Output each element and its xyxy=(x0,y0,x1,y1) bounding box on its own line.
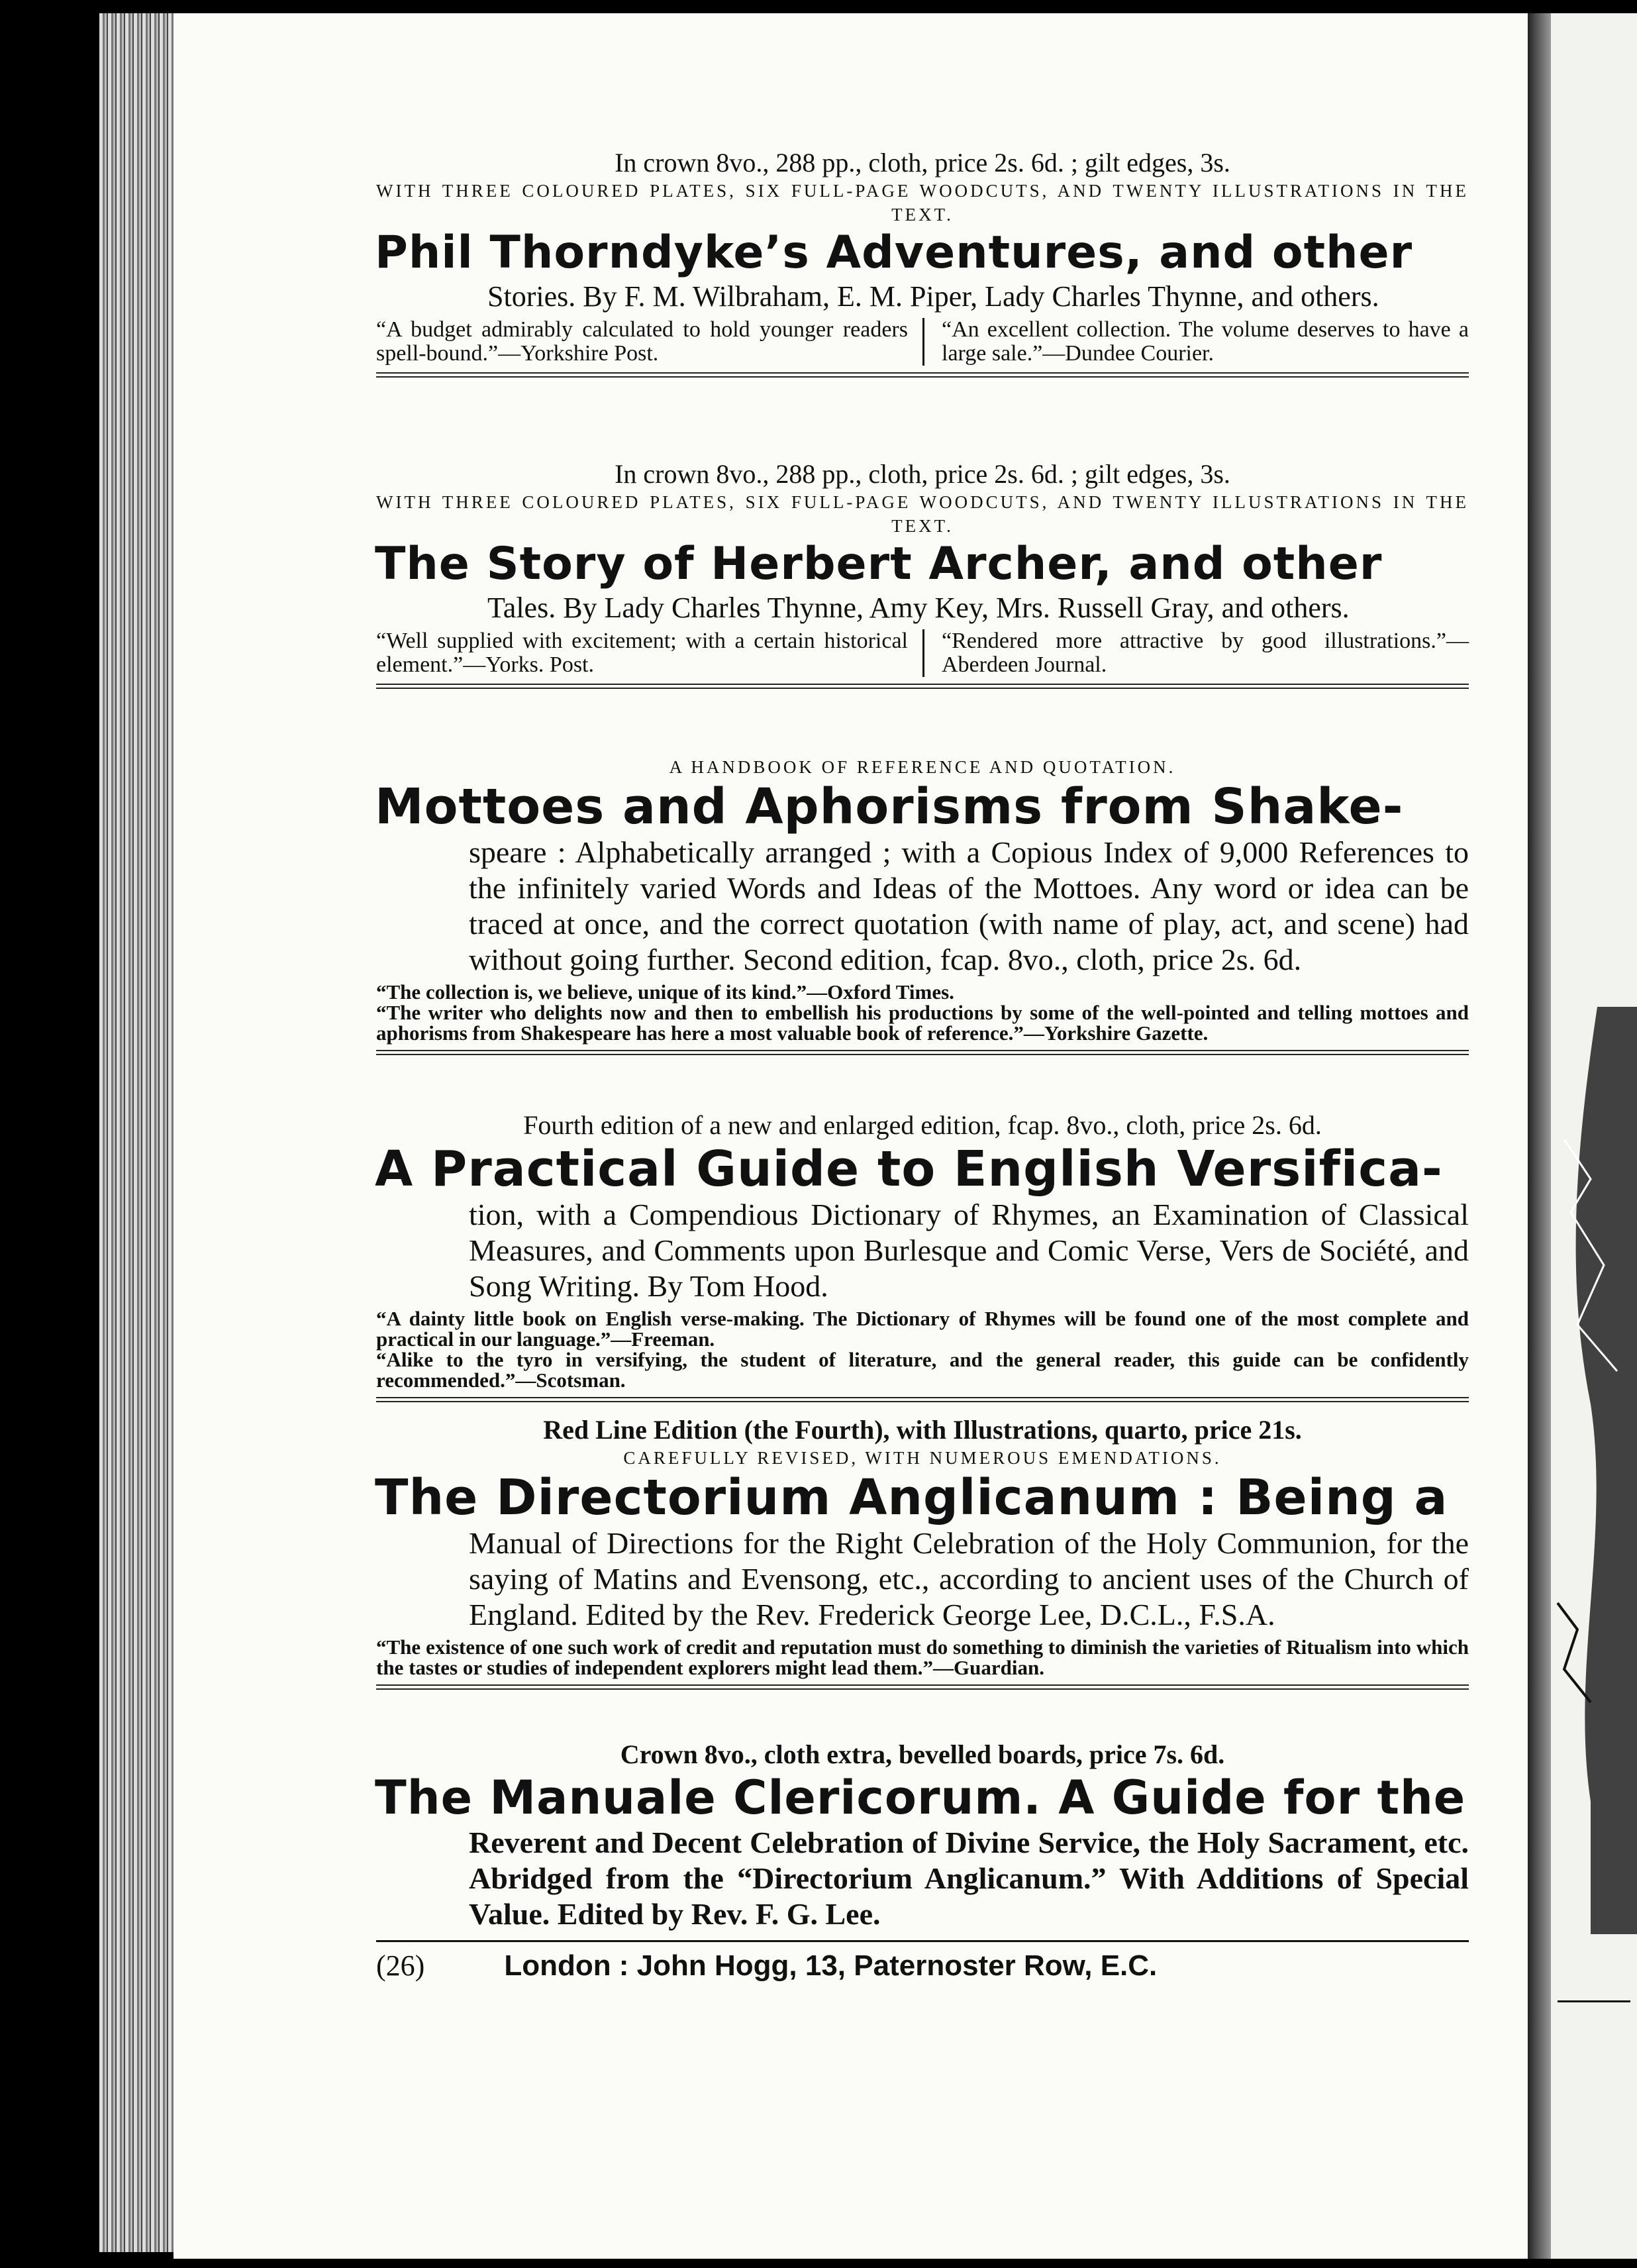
review-quote: “Alike to the tyro in versifying, the student of literature, and the general reader, this guide can be confidently recommended.”—Scotsman. xyxy=(376,1348,1469,1392)
illustrations-note: WITH THREE COLOURED PLATES, SIX FULL-PAGE WOODCUTS, AND TWENTY ILLUSTRATIONS IN THE TEXT. xyxy=(376,181,1469,225)
facing-page-illustration xyxy=(1551,13,1637,2259)
review-quotes xyxy=(376,629,1469,677)
book-title: The Manuale Clericorum. A Guide for the xyxy=(375,1771,1466,1825)
book-gutter xyxy=(1528,13,1551,2259)
edition-line: In crown 8vo., 288 pp., cloth, price 2s. 6d. ; gilt edges, 3s. xyxy=(615,459,1230,489)
page-footer xyxy=(376,1947,1469,1984)
publisher-imprint: London : John Hogg, 13, Paternoster Row, E.C. xyxy=(504,1949,1158,1982)
ad-directorium-anglicanum xyxy=(376,1414,1469,1696)
book-description: Tales. By Lady Charles Thynne, Amy Key, Mrs. Russell Gray, and others. xyxy=(487,592,1350,624)
divider xyxy=(376,1940,1469,1942)
book-title: A Practical Guide to English Versifica- xyxy=(375,1141,1443,1198)
edition-line: Red Line Edition (the Fourth), with Illustrations, quarto, price 21s. xyxy=(543,1415,1302,1445)
book-description: speare : Alphabetically arranged ; with a Copious Index of 9,000 References to the infinitely varied Words and Ideas of the Mottoes. Any word or idea can be traced at once, and the correct quotation (with name of play, act, and scene) had without going further. Second edition, fcap. 8vo., cloth, price 2s. 6d. xyxy=(469,835,1469,976)
page-edges xyxy=(99,13,179,2252)
review-quote: “The existence of one such work of credit and reputation must do something to diminish the varieties of Ritualism into which the tastes or studies of independent explorers might lead them.”—Guardian. xyxy=(376,1635,1469,1679)
review-quote: “A dainty little book on English verse-making. The Dictionary of Rhymes will be found one of the most complete and practical in our language.”—Freeman. xyxy=(376,1307,1469,1351)
review-quotes xyxy=(376,318,1469,366)
edition-line: In crown 8vo., 288 pp., cloth, price 2s. 6d. ; gilt edges, 3s. xyxy=(615,148,1230,178)
divider xyxy=(376,684,1469,689)
edition-line: Fourth edition of a new and enlarged edition, fcap. 8vo., cloth, price 2s. 6d. xyxy=(523,1110,1322,1140)
book-title: Phil Thorndyke’s Adventures, and other xyxy=(375,227,1413,279)
divider xyxy=(376,1050,1469,1055)
book-description: Manual of Directions for the Right Celebration of the Holy Communion, for the saying of Matins and Evensong, etc., according to ancient uses of the Church of England. Edited by the Rev. Frederick George Lee, D.C.L., F.S.A. xyxy=(469,1526,1469,1631)
divider xyxy=(376,1397,1469,1402)
subtitle-caps: A HANDBOOK OF REFERENCE AND QUOTATION. xyxy=(669,757,1176,777)
book-description: Reverent and Decent Celebration of Divine Service, the Holy Sacrament, etc. Abridged from the “Directorium Anglicanum.” With Additions of Special Value. Edited by Rev. F. G. Lee. xyxy=(469,1826,1469,1931)
ad-english-versification xyxy=(376,1109,1469,1409)
review-quote: “A budget admirably calculated to hold younger readers spell-bound.”—Yorkshire Post. xyxy=(376,317,908,366)
ad-phil-thorndyke xyxy=(376,147,1469,384)
illustrations-note: WITH THREE COLOURED PLATES, SIX FULL-PAGE WOODCUTS, AND TWENTY ILLUSTRATIONS IN THE TEXT. xyxy=(376,492,1469,536)
ad-manuale-clericorum xyxy=(376,1739,1469,1942)
book-description: Stories. By F. M. Wilbraham, E. M. Piper, Lady Charles Thynne, and others. xyxy=(487,280,1379,313)
divider xyxy=(376,1684,1469,1690)
book-title: The Story of Herbert Archer, and other xyxy=(375,538,1383,590)
review-quote: “Rendered more attractive by good illustrations.”—Aberdeen Journal. xyxy=(922,629,1469,677)
book-title: The Directorium Anglicanum : Being a xyxy=(375,1469,1448,1526)
review-quote: “An excellent collection. The volume deserves to have a large sale.”—Dundee Courier. xyxy=(922,318,1469,366)
book-description: tion, with a Compendious Dictionary of Rhymes, an Examination of Classical Measures, and Comments upon Burlesque and Comic Verse, Vers de Société, and Song Writing. By Tom Hood. xyxy=(469,1198,1469,1303)
edition-line: Crown 8vo., cloth extra, bevelled boards, price 7s. 6d. xyxy=(620,1739,1225,1769)
review-quote: “The collection is, we believe, unique of its kind.”—Oxford Times. xyxy=(376,980,954,1004)
divider xyxy=(376,372,1469,378)
ad-mottoes-aphorisms xyxy=(376,755,1469,1062)
review-quote: “Well supplied with excitement; with a certain historical element.”—Yorks. Post. xyxy=(376,629,908,677)
page-number: (26) xyxy=(376,1949,425,1982)
book-title: Mottoes and Aphorisms from Shake- xyxy=(375,778,1404,835)
ad-herbert-archer xyxy=(376,458,1469,696)
subtitle-caps: CAREFULLY REVISED, WITH NUMEROUS EMENDATIONS. xyxy=(623,1448,1222,1468)
review-quote: “The writer who delights now and then to embellish his productions by some of the well-pointed and telling mottoes and aphorisms from Shakespeare has here a most valuable book of reference.”—Yorkshire Gazette. xyxy=(376,1001,1469,1045)
